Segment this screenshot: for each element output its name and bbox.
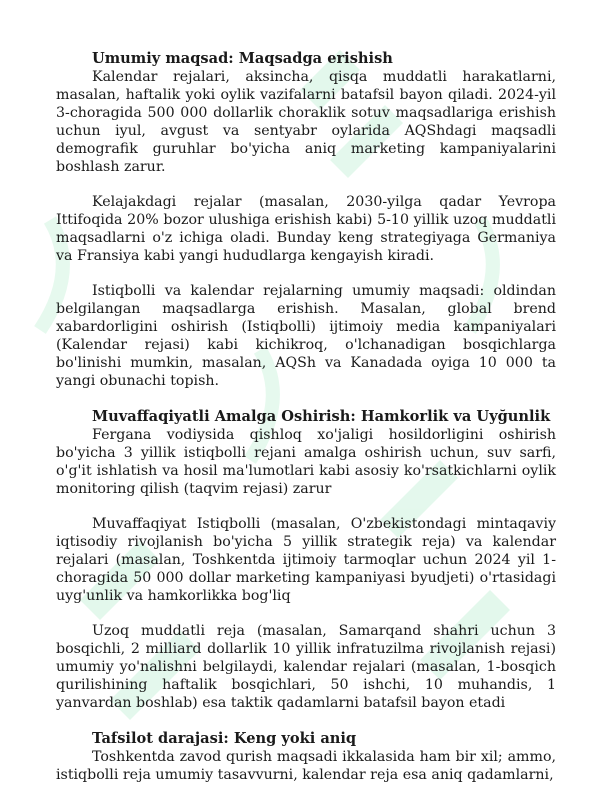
- section-heading: Muvaffaqiyatli Amalga Oshirish: Hamkorlik va Uyğunlik: [92, 408, 551, 425]
- paragraph: Toshkentda zavod qurish maqsadi ikkalasida ham bir xil; ammo, istiqbolli reja umumiy tasavvurni, kalendar reja esa aniq qadamlarni,: [56, 749, 556, 783]
- document-page: [56, 50, 556, 784]
- paragraph: Istiqbolli va kalendar rejalarning umumiy maqsadi: oldindan belgilangan maqsadlarga erishish. Masalan, global brend xabardorligini oshirish (Istiqbolli) ijtimoiy media kampaniyalari (Kalendar rejasi) kabi kichikroq, o'lchanadigan bosqichlarga bo'linishi mumkin, masalan, AQSh va Kanadada oyiga 10 000 ta yangi obunachi topish.: [56, 283, 556, 389]
- paragraph: Uzoq muddatli reja (masalan, Samarqand shahri uchun 3 bosqichli, 2 milliard dollarlik 10 yillik infratuzilma rivojlanish rejasi) umumiy yo'nalishni belgilaydi, kalendar rejalari (masalan, 1-bosqich qurilishining haftalik bosqichlari, 50 ishchi, 10 muhandis, 1 yanvardan boshlab) esa taktik qadamlarni batafsil bayon etadi: [56, 623, 556, 711]
- paragraph: Fergana vodiysida qishloq xo'jaligi hosildorligini oshirish bo'yicha 3 yillik istiqbolli rejani amalga oshirish uchun, suv sarfi, o'g'it ishlatish va hosil ma'lumotlari kabi asosiy ko'rsatkichlarni oylik monitoring qilish (taqvim rejasi) zarur: [56, 427, 556, 497]
- paragraph: Kelajakdagi rejalar (masalan, 2030-yilga qadar Yevropa Ittifoqida 20% bozor ulushiga erishish kabi) 5-10 yillik uzoq muddatli maqsadlarni o'z ichiga oladi. Bunday keng strategiyaga Germaniya va Fransiya kabi yangi hududlarga kengayish kiradi.: [56, 194, 556, 264]
- paragraph: Muvaffaqiyat Istiqbolli (masalan, O'zbekistondagi mintaqaviy iqtisodiy rivojlanish bo'yicha 5 yillik strategik reja) va kalendar rejalari (masalan, Toshkentda ijtimoiy tarmoqlar uchun 2024 yil 1-choragida 50 000 dollar marketing kampaniyasi byudjeti) o'rtasidagi uyg'unlik va hamkorlikka bog'liq: [56, 516, 556, 604]
- paragraph: Kalendar rejalari, aksincha, qisqa muddatli harakatlarni, masalan, haftalik yoki oylik vazifalarni batafsil bayon qiladi. 2024-yil 3-choragida 500 000 dollarlik choraklik sotuv maqsadlariga erishish uchun iyul, avgust va sentyabr oylarida AQShdagi maqsadli demografik guruhlar bo'yicha aniq marketing kampaniyalarini boshlash zarur.: [56, 69, 556, 175]
- section-heading: Umumiy maqsad: Maqsadga erishish: [92, 50, 393, 67]
- section-heading: Tafsilot darajasi: Keng yoki aniq: [92, 730, 357, 747]
